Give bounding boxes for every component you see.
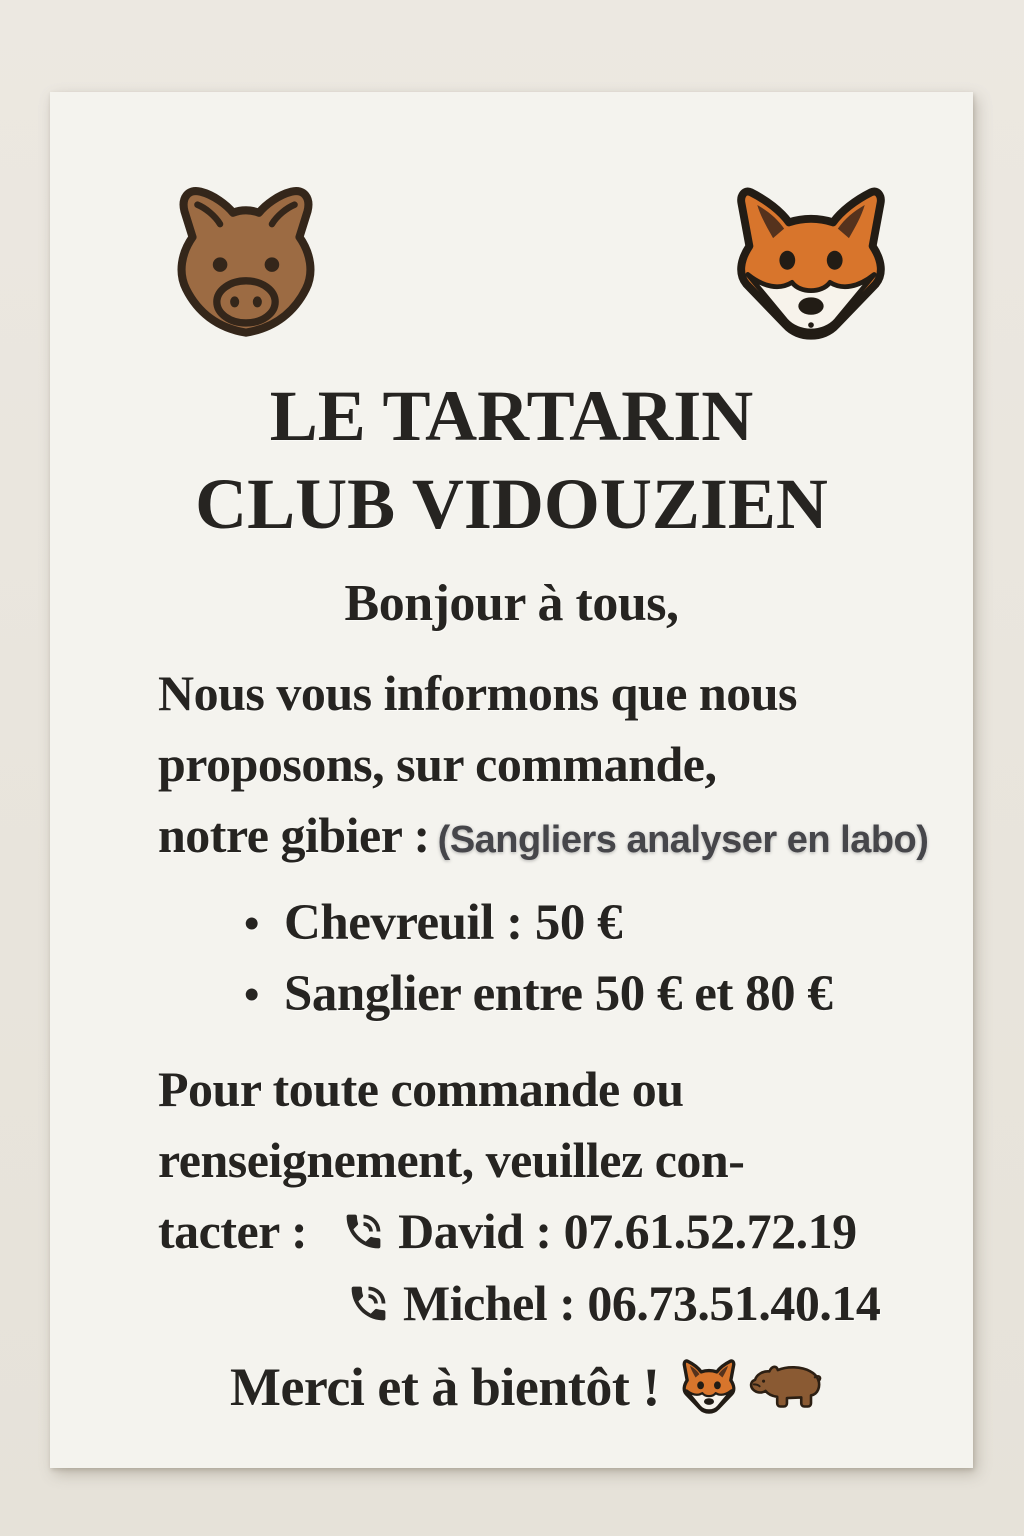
- poster-card: [50, 92, 973, 1468]
- contact-line-1: Pour toute commande ou: [158, 1061, 684, 1117]
- closing-icons: [680, 1357, 824, 1417]
- lab-note-overlay: (Sangliers analyser en labo): [437, 819, 929, 861]
- contact-line-2: renseignement, veuillez con-: [158, 1132, 745, 1188]
- contact-paragraph: [158, 1054, 857, 1267]
- bullet-icon: •: [244, 899, 259, 948]
- contact-line-3: [158, 1196, 857, 1267]
- price-list: [244, 888, 832, 1030]
- title-line-2: CLUB VIDOUZIEN: [195, 464, 828, 544]
- intro-line-3-text: notre gibier :: [158, 807, 430, 863]
- intro-line-2: proposons, sur commande,: [158, 736, 717, 792]
- closing-text: Merci et à bientôt !: [230, 1357, 660, 1417]
- list-item: [244, 959, 832, 1030]
- title-line-1: LE TARTARIN: [269, 376, 754, 456]
- poster-title: [50, 372, 973, 548]
- list-item: [244, 888, 832, 959]
- bullet-icon: •: [244, 970, 259, 1019]
- contact-line-3-text: tacter :: [158, 1203, 308, 1259]
- fox-face-icon: [680, 1359, 738, 1415]
- phone-icon: [341, 1209, 386, 1254]
- intro-line-3: [158, 800, 928, 876]
- boar-icon: [746, 1357, 824, 1417]
- closing-row: [230, 1356, 824, 1418]
- fox-head-icon: [728, 186, 894, 344]
- intro-paragraph: [158, 658, 928, 876]
- contact-michel-row: [346, 1268, 880, 1339]
- price-sanglier: Sanglier entre 50 € et 80 €: [284, 966, 833, 1022]
- price-chevreuil: Chevreuil : 50 €: [284, 895, 623, 951]
- greeting-text: Bonjour à tous,: [344, 575, 679, 632]
- phone-icon: [346, 1281, 391, 1326]
- intro-line-1: Nous vous informons que nous: [158, 665, 797, 721]
- contact-david: David : 07.61.52.72.19: [398, 1203, 857, 1259]
- boar-head-icon: [162, 182, 330, 344]
- contact-michel: Michel : 06.73.51.40.14: [403, 1275, 881, 1331]
